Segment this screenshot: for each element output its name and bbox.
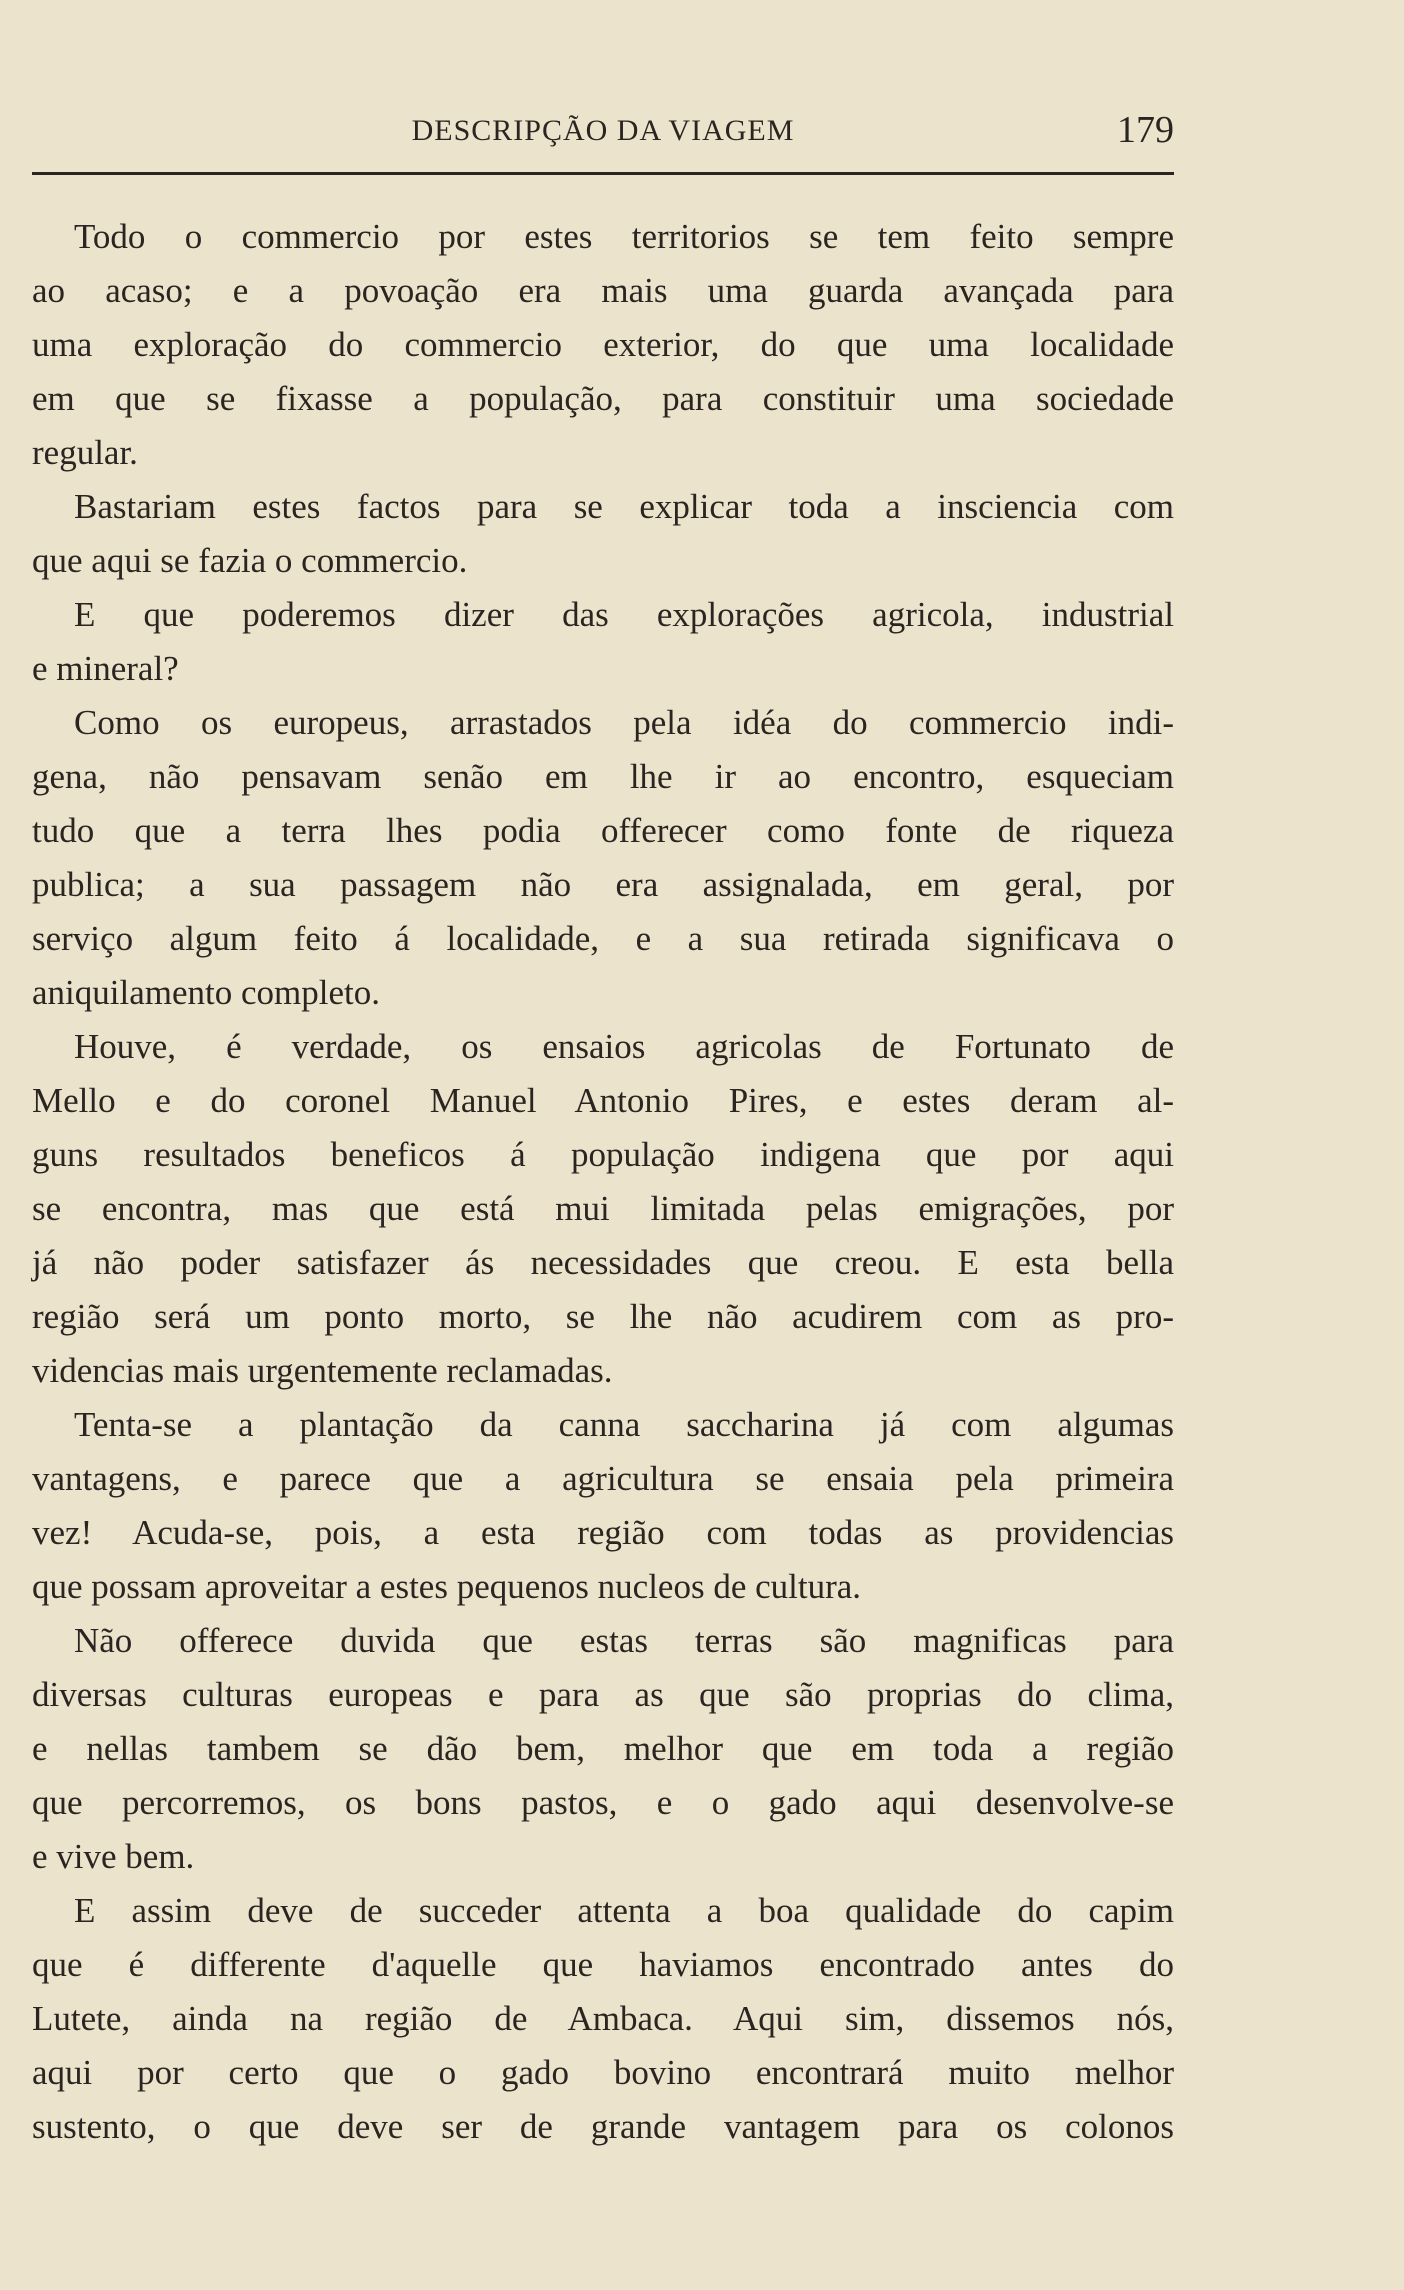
text-line: que é differente d'aquelle que haviamos encontrado antes do — [32, 1945, 1174, 1984]
text-line: uma exploração do commercio exterior, do que uma localidade — [32, 325, 1174, 364]
text-line: ao acaso; e a povoação era mais uma guarda avançada para — [32, 271, 1174, 310]
page-number: 179 — [1117, 109, 1174, 151]
text-line: regular. — [32, 433, 138, 472]
text-line: publica; a sua passagem não era assignalada, em geral, por — [32, 865, 1174, 904]
text-line: Bastariam estes factos para se explicar toda a insciencia com — [74, 487, 1174, 526]
text-line: videncias mais urgentemente reclamadas. — [32, 1351, 613, 1390]
text-line: região será um ponto morto, se lhe não acudirem com as pro- — [32, 1297, 1174, 1336]
body-text — [32, 210, 1174, 2154]
text-line: e vive bem. — [32, 1837, 195, 1876]
running-title: DESCRIPÇÃO DA VIAGEM — [411, 114, 795, 147]
text-line: e mineral? — [32, 649, 179, 688]
text-line: gena, não pensavam senão em lhe ir ao encontro, esqueciam — [32, 757, 1174, 796]
text-line: Mello e do coronel Manuel Antonio Pires, e estes deram al- — [32, 1081, 1174, 1120]
text-line: em que se fixasse a população, para constituir uma sociedade — [32, 379, 1174, 418]
text-line: guns resultados beneficos á população indigena que por aqui — [32, 1135, 1174, 1174]
text-line: Houve, é verdade, os ensaios agricolas de Fortunato de — [74, 1027, 1174, 1066]
text-line: aniquilamento completo. — [32, 973, 380, 1012]
text-line: que possam aproveitar a estes pequenos nucleos de cultura. — [32, 1567, 862, 1606]
text-line: Não offerece duvida que estas terras são magnificas para — [74, 1621, 1174, 1660]
text-line: e nellas tambem se dão bem, melhor que em toda a região — [32, 1729, 1174, 1768]
text-line: sustento, o que deve ser de grande vantagem para os colonos — [32, 2107, 1174, 2146]
text-line: Todo o commercio por estes territorios se tem feito sempre — [74, 217, 1174, 256]
text-line: vez! Acuda-se, pois, a esta região com todas as providencias — [32, 1513, 1174, 1552]
text-line: Lutete, ainda na região de Ambaca. Aqui sim, dissemos nós, — [32, 1999, 1174, 2038]
text-line: que percorremos, os bons pastos, e o gado aqui desenvolve-se — [32, 1783, 1174, 1822]
text-line: aqui por certo que o gado bovino encontrará muito melhor — [32, 2053, 1174, 2092]
text-line: se encontra, mas que está mui limitada pelas emigrações, por — [32, 1189, 1174, 1228]
text-line: Tenta-se a plantação da canna saccharina já com algumas — [74, 1405, 1174, 1444]
text-line: E assim deve de succeder attenta a boa qualidade do capim — [74, 1891, 1174, 1930]
text-line: diversas culturas europeas e para as que são proprias do clima, — [32, 1675, 1174, 1714]
text-line: vantagens, e parece que a agricultura se ensaia pela primeira — [32, 1459, 1174, 1498]
text-line: tudo que a terra lhes podia offerecer como fonte de riqueza — [32, 811, 1174, 850]
page-header — [32, 108, 1174, 158]
header-rule — [32, 172, 1174, 175]
text-line: já não poder satisfazer ás necessidades que creou. E esta bella — [32, 1243, 1174, 1282]
text-line: serviço algum feito á localidade, e a sua retirada significava o — [32, 919, 1174, 958]
text-line: E que poderemos dizer das explorações agricola, industrial — [74, 595, 1174, 634]
text-line: Como os europeus, arrastados pela idéa do commercio indi- — [74, 703, 1174, 742]
text-line: que aqui se fazia o commercio. — [32, 541, 468, 580]
